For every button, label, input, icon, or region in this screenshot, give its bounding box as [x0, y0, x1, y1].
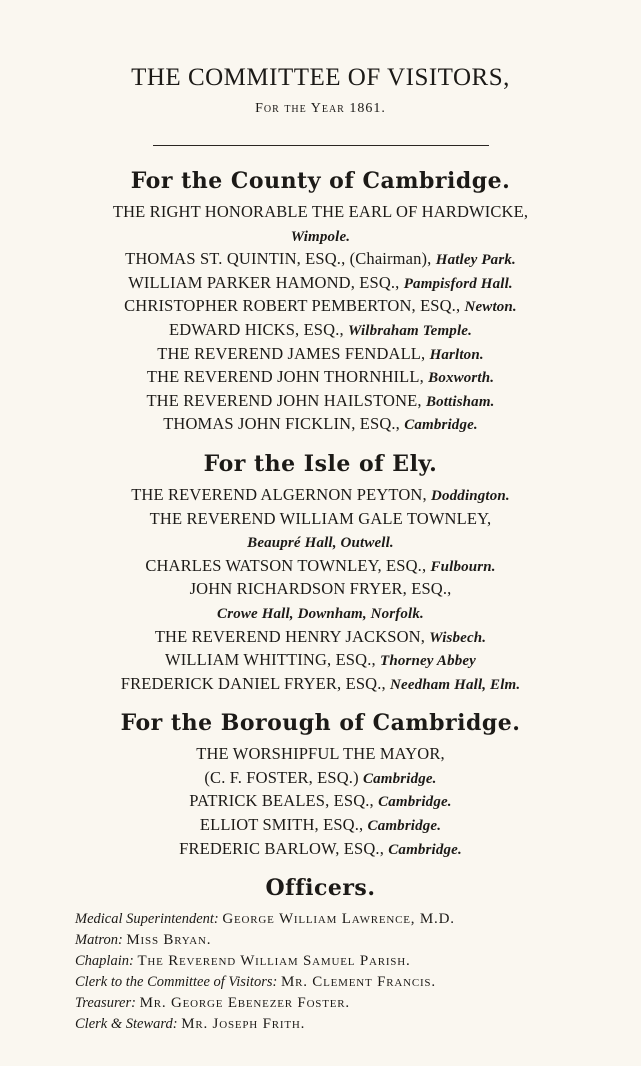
member-place: Hatley Park.	[435, 252, 516, 269]
member-name: THE WORSHIPFUL THE MAYOR,	[196, 744, 445, 764]
member-name: THE REVEREND JAMES FENDALL,	[157, 343, 430, 363]
member-name: CHRISTOPHER ROBERT PEMBERTON, ESQ.,	[124, 296, 465, 316]
page-title: THE COMMITTEE OF VISITORS,	[131, 64, 510, 91]
member-name: THE REVEREND JOHN HAILSTONE,	[146, 390, 426, 410]
section-heading: For the Borough of Cambridge.	[120, 710, 521, 737]
section-isle-of-ely	[0, 451, 641, 696]
member-line	[0, 790, 641, 814]
officer-name: George William Lawrence, M.D.	[222, 911, 455, 928]
member-name: THOMAS ST. QUINTIN, ESQ., (Chairman),	[125, 249, 436, 269]
member-name: FREDERIC BARLOW, ESQ.,	[179, 838, 389, 858]
officer-name: Mr. George Ebenezer Foster.	[139, 995, 350, 1012]
officer-line	[75, 1014, 641, 1035]
officer-role: Matron:	[75, 932, 123, 949]
section-officers	[0, 875, 641, 1035]
section-heading: For the County of Cambridge.	[130, 168, 511, 194]
officer-role: Medical Superintendent:	[75, 911, 219, 928]
member-place: Doddington.	[431, 487, 510, 504]
officer-line	[75, 909, 641, 930]
member-name: PATRICK BEALES, ESQ.,	[189, 791, 379, 811]
member-name: THE REVEREND JOHN THORNHILL,	[146, 367, 429, 387]
member-name: (C. F. FOSTER, ESQ.)	[204, 767, 363, 787]
member-place: Cambridge.	[404, 417, 478, 434]
member-line	[0, 225, 641, 249]
member-line	[0, 743, 641, 767]
member-name: THOMAS JOHN FICKLIN, ESQ.,	[163, 414, 405, 434]
member-place: Beaupré Hall, Outwell.	[247, 535, 394, 552]
member-name: EDWARD HICKS, ESQ.,	[169, 319, 349, 339]
member-line	[0, 673, 641, 697]
member-place: Boxworth.	[428, 370, 495, 387]
member-name: JOHN RICHARDSON FRYER, ESQ.,	[189, 579, 452, 599]
member-name: THE REVEREND ALGERNON PEYTON,	[131, 484, 432, 504]
member-line	[0, 555, 641, 579]
officer-name: Miss Bryan.	[126, 932, 212, 949]
member-line	[0, 838, 641, 862]
member-place: Harlton.	[429, 346, 484, 363]
member-place: Bottisham.	[425, 393, 495, 410]
member-line	[0, 578, 641, 602]
member-line	[0, 343, 641, 367]
officer-role: Chaplain:	[75, 953, 134, 970]
member-line	[0, 390, 641, 414]
member-place: Thorney Abbey	[380, 653, 476, 670]
member-line	[0, 319, 641, 343]
member-name: THE RIGHT HONORABLE THE EARL OF HARDWICKE,	[112, 202, 529, 221]
member-place: Cambridge.	[367, 818, 442, 835]
member-line	[0, 366, 641, 390]
member-place: Pampisford Hall.	[403, 275, 513, 292]
member-line	[0, 626, 641, 650]
member-line	[0, 649, 641, 673]
member-name: THE REVEREND HENRY JACKSON,	[154, 626, 430, 646]
member-line	[0, 767, 641, 791]
section-heading: For the Isle of Ely.	[203, 450, 438, 477]
officer-name: Mr. Clement Francis.	[280, 974, 436, 991]
member-line	[0, 248, 641, 272]
member-line	[0, 814, 641, 838]
officer-line	[75, 993, 641, 1014]
section-county	[0, 168, 641, 437]
member-place: Needham Hall, Elm.	[390, 676, 521, 693]
section-heading: Officers.	[265, 875, 376, 902]
member-name: WILLIAM PARKER HAMOND, ESQ.,	[128, 272, 404, 292]
member-line	[0, 413, 641, 437]
member-name: WILLIAM WHITTING, ESQ.,	[165, 650, 381, 670]
member-place: Crowe Hall, Downham, Norfolk.	[217, 605, 424, 622]
member-place: Wisbech.	[429, 629, 487, 646]
member-line	[0, 602, 641, 626]
officer-role: Clerk & Steward:	[75, 1016, 178, 1033]
officer-line	[75, 930, 641, 951]
member-name: THE REVEREND WILLIAM GALE TOWNLEY,	[149, 508, 492, 528]
member-place: Newton.	[464, 299, 517, 316]
member-place: Wimpole.	[290, 228, 351, 245]
member-line	[0, 295, 641, 319]
member-line	[0, 201, 641, 225]
member-place: Cambridge.	[363, 770, 437, 787]
officer-name: The Reverend William Samuel Parish.	[137, 953, 411, 970]
officer-role: Clerk to the Committee of Visitors:	[75, 974, 278, 991]
officer-line	[75, 972, 641, 993]
member-line	[0, 484, 641, 508]
member-line	[0, 508, 641, 532]
member-place: Wilbraham Temple.	[348, 322, 472, 339]
member-line	[0, 531, 641, 555]
member-name: CHARLES WATSON TOWNLEY, ESQ.,	[145, 555, 431, 575]
member-name: FREDERICK DANIEL FRYER, ESQ.,	[120, 673, 391, 693]
officer-name: Mr. Joseph Frith.	[181, 1016, 306, 1033]
section-borough	[0, 710, 641, 861]
divider-rule	[153, 145, 489, 146]
officer-line	[75, 951, 641, 972]
member-line	[0, 272, 641, 296]
page-subtitle: For the Year 1861.	[255, 101, 386, 116]
member-place: Fulbourn.	[430, 558, 496, 575]
member-place: Cambridge.	[378, 794, 452, 811]
member-name: ELLIOT SMITH, ESQ.,	[199, 815, 368, 835]
member-place: Cambridge.	[388, 841, 462, 858]
officer-role: Treasurer:	[75, 995, 136, 1012]
